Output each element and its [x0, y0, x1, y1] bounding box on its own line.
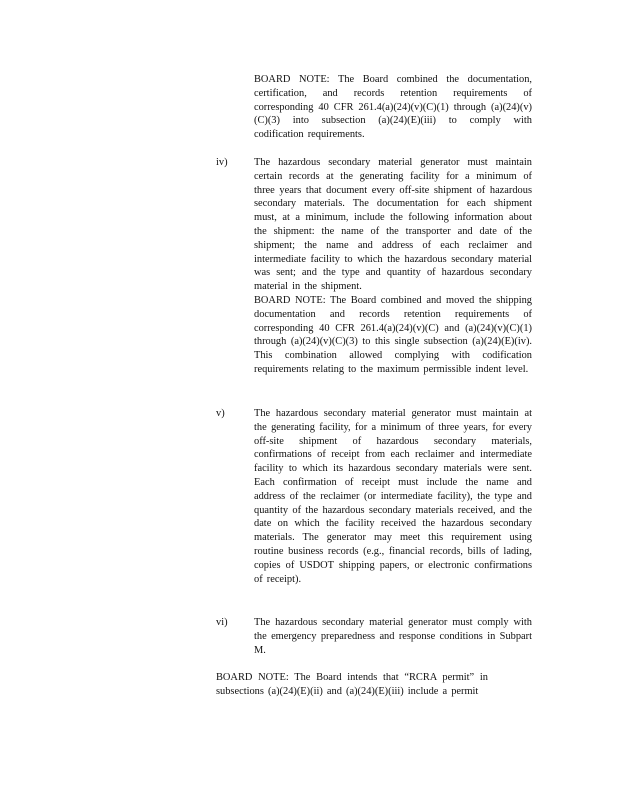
item-iv-text: The hazardous secondary material generator must maintain certain records at the generating facility for a minimum of three years that document every off-site shipment of hazardous secondary materials. The documentation for each shipment must, at a minimum, include the following information about the shipment: the name of the transporter and date of the shipment; the name and address of each reclaimer and intermediate facility to which the hazardous secondary material was sent; and the type and quantity of hazardous secondary material in the shipment.	[254, 157, 532, 293]
item-iv	[254, 156, 532, 377]
item-v	[254, 407, 532, 586]
item-iv-board-note: BOARD NOTE: The Board combined and moved the shipping documentation and records retention requirements of corresponding 40 CFR 261.4(a)(24)(v)(C) and (a)(24)(v)(C)(1) through (a)(24)(v)(C)(3) to this single subsection (a)(24)(E)(iv). This combination allowed complying with codification requirements relating to the maximum permissible indent level.	[254, 294, 532, 375]
board-note-top	[254, 73, 532, 142]
item-v-text: The hazardous secondary material generator must maintain at the generating facility, for a minimum of three years, for every off-site shipment of hazardous secondary materials, confirmations of receipt from each reclaimer and intermediate facility to which its hazardous secondary materials were sent. Each confirmation of receipt must include the name and address of the reclaimer (or intermediate facility), the type and quantity of the hazardous secondary materials received, and the date on which the facility received the hazardous secondary materials. The generator may meet this requirement using routine business records (e.g., financial records, bills of lading, copies of USDOT shipping papers, or electronic confirmations of receipt).	[254, 408, 532, 585]
board-note-bottom-text: BOARD NOTE: The Board intends that “RCRA permit” in subsections (a)(24)(E)(ii) and (a)(24)(E)(iii) include a permit	[216, 672, 488, 697]
board-note-top-text: BOARD NOTE: The Board combined the documentation, certification, and records retention requirements of corresponding 40 CFR 261.4(a)(24)(v)(C)(1) through (a)(24)(v)(C)(3) into subsection (a)(24)(E)(iii) to comply with codification requirements.	[254, 74, 532, 141]
item-vi	[254, 616, 532, 657]
board-note-bottom	[216, 671, 488, 699]
item-v-marker: v)	[216, 408, 225, 419]
item-iv-marker: iv)	[216, 157, 228, 168]
item-vi-marker: vi)	[216, 617, 228, 628]
item-vi-text: The hazardous secondary material generator must comply with the emergency preparedness and response conditions in Subpart M.	[254, 617, 532, 656]
